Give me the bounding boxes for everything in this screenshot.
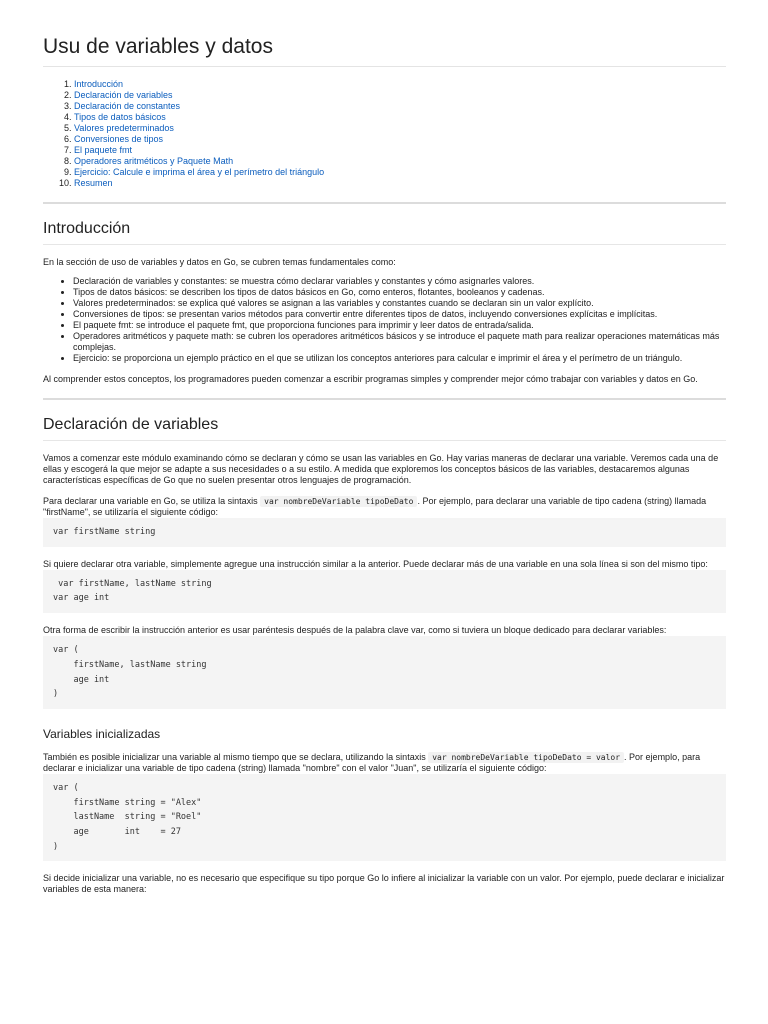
code-block-initialized-vars: var ( firstName string = "Alex" lastName string = "Roel" age int = 27 ): [43, 774, 726, 862]
decl-p2-text-start: Para declarar una variable en Go, se utiliza la sintaxis: [43, 496, 261, 506]
init-p1-text-start: También es posible inicializar una variable al mismo tiempo que se declara, utilizando la sintaxis: [43, 751, 429, 762]
subsection-heading-variables-inicializadas: Variables inicializadas: [43, 726, 161, 741]
list-item: • El paquete fmt: se introduce el paquete fmt, que proporciona funciones para imprimir y leer datos de entrada/salida.: [73, 320, 726, 331]
title-divider: [43, 66, 726, 67]
toc-item: [74, 167, 726, 178]
toc-item: [74, 112, 726, 123]
toc-item: [74, 79, 726, 90]
heading-underline: [43, 440, 726, 441]
toc-link-resumen[interactable]: Resumen: [74, 178, 113, 188]
list-item: • Valores predeterminados: se explica qué valores se asignan a las variables y constantes cuando se declaran sin un valor explícito.: [73, 298, 726, 309]
intro-closing-paragraph: Al comprender estos conceptos, los programadores pueden comenzar a escribir programas simples y comprender mejor cómo trabajar con variables y datos en Go.: [43, 374, 698, 384]
table-of-contents: [43, 79, 726, 189]
toc-link-declaracion-variables[interactable]: Declaración de variables: [74, 90, 173, 100]
intro-topic-list: [43, 276, 726, 364]
toc-link-ejercicio[interactable]: Ejercicio: Calcule e imprima el área y el perímetro del triángulo: [74, 167, 325, 177]
inline-code-syntax: var nombreDeVariable tipoDeDato: [260, 496, 417, 507]
decl-paragraph-4: Otra forma de escribir la instrucción anterior es usar paréntesis después de la palabra clave var, como si tuviera un bloque dedicado para declarar variables:: [43, 625, 667, 636]
page-title: Usu de variables y datos: [43, 35, 273, 58]
toc-link-tipos-datos[interactable]: Tipos de datos básicos: [74, 112, 166, 122]
toc-link-conversiones[interactable]: Conversiones de tipos: [74, 134, 164, 144]
toc-link-valores-predeterminados[interactable]: Valores predeterminados: [74, 123, 174, 133]
decl-p2-text-end: . Por ejemplo, para declarar una variable de tipo cadena (string) llamada "firstName", se utilizaría el siguiente código:: [43, 496, 707, 517]
decl-paragraph-1: Vamos a comenzar este módulo examinando cómo se declaran y cómo se usan las variables en Go. Hay varias maneras de declarar una variable. Veremos cada una de ellas y escogerá la que mejor se adapte a sus necesidades o a su estilo. A medida que exploremos los conceptos básicos de las variables, destacaremos algunas características específicas de Go que no suelen presentar otros lenguajes de programación.: [43, 453, 719, 485]
section-heading-declaracion-variables: Declaración de variables: [43, 416, 219, 433]
heading-underline: [43, 244, 726, 245]
toc-link-introduccion[interactable]: Introducción: [74, 79, 124, 89]
code-block-multi-var: var firstName, lastName string var age int: [43, 570, 726, 613]
section-divider: [43, 398, 726, 400]
list-item: • Ejercicio: se proporciona un ejemplo práctico en el que se utilizan los conceptos anteriores para calcular e imprimir el área y el perímetro de un triángulo.: [73, 353, 726, 364]
toc-item: [74, 178, 726, 189]
code-block-single-var: var firstName string: [43, 518, 726, 547]
toc-item: [74, 134, 726, 145]
section-divider: [43, 202, 726, 204]
toc-item: [74, 101, 726, 112]
list-item: • Operadores aritméticos y paquete math: se cubren los operadores aritméticos básicos y se introduce el paquete math para realizar operaciones matemáticas más complejas.: [73, 331, 726, 353]
toc-item: [74, 156, 726, 167]
section-heading-introduccion: Introducción: [43, 220, 131, 237]
list-item: • Declaración de variables y constantes: se muestra cómo declarar variables y constantes y cómo asignarles valores.: [73, 276, 726, 287]
inline-code-init-syntax: var nombreDeVariable tipoDeDato = valor: [428, 752, 624, 763]
toc-item: [74, 145, 726, 156]
intro-lead-paragraph: En la sección de uso de variables y datos en Go, se cubren temas fundamentales como:: [43, 257, 396, 267]
toc-link-paquete-fmt[interactable]: El paquete fmt: [74, 145, 133, 155]
decl-paragraph-2: [43, 496, 726, 518]
toc-link-operadores-math[interactable]: Operadores aritméticos y Paquete Math: [74, 156, 234, 166]
toc-item: [74, 123, 726, 134]
init-paragraph-1: [43, 752, 726, 774]
code-block-var-block: var ( firstName, lastName string age int ): [43, 636, 726, 709]
init-p1-text-end: . Por ejemplo, para declarar e inicializar una variable de tipo cadena (string) llamada "nombre" con el valor "Juan", se utilizaría el siguiente código:: [43, 751, 701, 773]
list-item: • Conversiones de tipos: se presentan varios métodos para convertir entre diferentes tipos de datos, incluyendo conversiones explícitas e implícitas.: [73, 309, 726, 320]
init-paragraph-2: Si decide inicializar una variable, no es necesario que especifique su tipo porque Go lo infiere al inicializar la variable con un valor. Por ejemplo, puede declarar e inicializar variables de esta manera:: [43, 873, 725, 895]
decl-paragraph-3: Si quiere declarar otra variable, simplemente agregue una instrucción similar a la anterior. Puede declarar más de una variable en una sola línea si son del mismo tipo:: [43, 558, 708, 569]
toc-item: [74, 90, 726, 101]
list-item: • Tipos de datos básicos: se describen los tipos de datos básicos en Go, como enteros, flotantes, booleanos y cadenas.: [73, 287, 726, 298]
toc-link-declaracion-constantes[interactable]: Declaración de constantes: [74, 101, 181, 111]
